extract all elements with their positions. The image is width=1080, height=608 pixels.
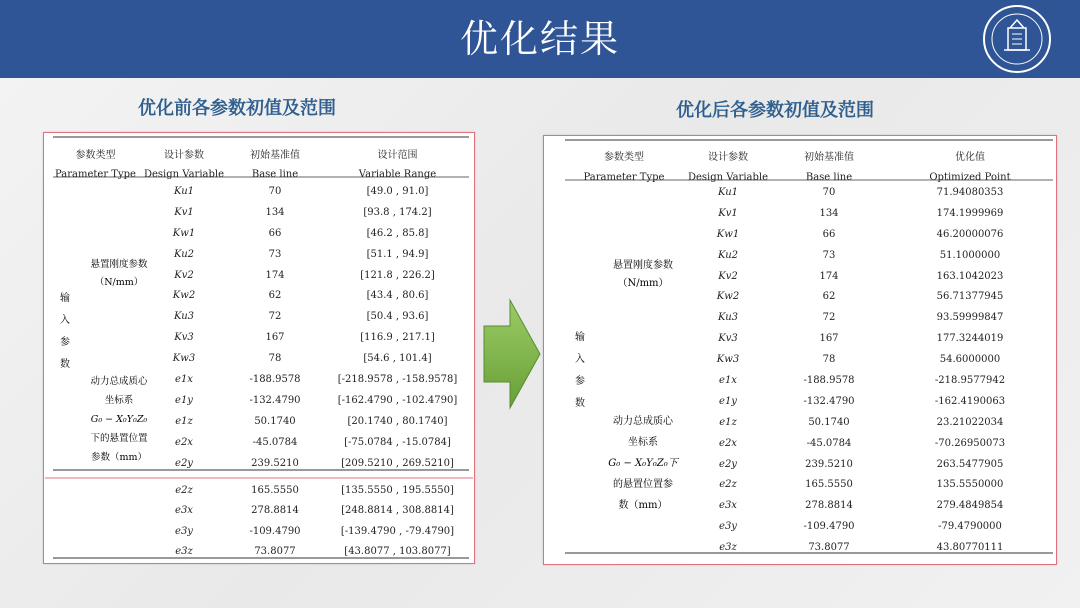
right-group-stiffness: 悬置刚度参数 （N/mm） — [613, 260, 673, 289]
value-cell: 43.80770111 — [936, 542, 1004, 554]
design-variable-cell: e1x — [175, 373, 193, 385]
table-row — [143, 348, 470, 369]
design-variable-cell: Kw3 — [716, 354, 740, 366]
design-variable-cell: e2y — [719, 458, 737, 470]
header-cn: 设计范围 — [377, 149, 418, 161]
left-data-table-2 — [143, 480, 470, 562]
table-row — [683, 370, 1055, 391]
baseline-cell: 78 — [822, 354, 836, 366]
design-variable-cell: Kv2 — [718, 270, 738, 282]
baseline-cell: 73.8077 — [254, 546, 296, 558]
value-cell: -70.26950073 — [934, 437, 1006, 449]
right-arrow-icon — [482, 298, 542, 410]
design-variable-cell: e3z — [175, 546, 193, 558]
header-cn: 初始基准值 — [250, 149, 300, 161]
value-cell: -162.4190063 — [934, 395, 1006, 407]
right-group-position: 动力总成质心 坐标系 G₀ − X₀Y₀Z₀下 的悬置位置参 数（mm） — [608, 416, 678, 511]
baseline-cell: -109.4790 — [803, 521, 855, 533]
table-row — [683, 495, 1055, 516]
baseline-cell: 167 — [265, 332, 285, 344]
baseline-cell: 167 — [819, 333, 839, 345]
design-variable-cell: Ku2 — [173, 248, 195, 260]
design-variable-cell: e1x — [719, 374, 737, 386]
left-vertical-label: 输 入 参 数 — [60, 293, 70, 370]
baseline-cell: 72 — [268, 311, 282, 323]
table-row — [143, 223, 470, 244]
value-cell: [121.8 , 226.2] — [360, 269, 435, 281]
table-row — [143, 369, 470, 390]
value-cell: [-162.4790 , -102.4790] — [337, 394, 458, 406]
design-variable-cell: e1z — [719, 416, 737, 428]
value-cell: 263.5477905 — [936, 458, 1004, 470]
value-cell: 177.3244019 — [936, 333, 1004, 345]
left-group-stiffness: 悬置刚度参数 （N/mm） — [90, 259, 148, 288]
value-cell: [-218.9578 , -158.9578] — [337, 373, 458, 385]
value-cell: [248.8814 , 308.8814] — [341, 505, 454, 517]
left-subtitle: 优化前各参数初值及范围 — [138, 98, 336, 119]
value-cell: [46.2 , 85.8] — [366, 227, 429, 239]
baseline-cell: 50.1740 — [808, 416, 850, 428]
right-data-table — [683, 182, 1055, 558]
design-variable-cell: e1y — [175, 394, 193, 406]
header-en: Design Variable — [687, 171, 768, 183]
design-variable-cell: e1y — [719, 395, 737, 407]
table-row — [683, 412, 1055, 433]
baseline-cell: 239.5210 — [251, 457, 299, 469]
table-row — [683, 245, 1055, 266]
design-variable-cell: Kw2 — [172, 290, 196, 302]
value-cell: 163.1042023 — [936, 270, 1004, 282]
value-cell: 71.94080353 — [936, 186, 1004, 198]
baseline-cell: 62 — [822, 291, 836, 303]
design-variable-cell: Ku1 — [173, 185, 195, 197]
value-cell: [54.6 , 101.4] — [363, 353, 432, 365]
table-row — [683, 516, 1055, 537]
baseline-cell: 134 — [819, 207, 839, 219]
design-variable-cell: Kw1 — [716, 228, 740, 240]
value-cell: [116.9 , 217.1] — [360, 332, 435, 344]
value-cell: 54.6000000 — [939, 354, 1001, 366]
design-variable-cell: e1z — [175, 415, 193, 427]
table-row — [683, 182, 1055, 203]
design-variable-cell: Kv3 — [174, 332, 194, 344]
baseline-cell: 134 — [265, 206, 285, 218]
baseline-cell: 78 — [268, 353, 282, 365]
value-cell: -79.4790000 — [938, 521, 1002, 533]
header-en: Design Variable — [143, 168, 224, 180]
design-variable-cell: e2x — [719, 437, 737, 449]
table-row — [683, 266, 1055, 287]
design-variable-cell: e2z — [719, 479, 737, 491]
design-variable-cell: Kw3 — [172, 353, 196, 365]
table-row — [143, 521, 470, 542]
header-en: Base line — [251, 168, 299, 180]
design-variable-cell: Kv1 — [174, 206, 194, 218]
table-row — [683, 454, 1055, 475]
table-row — [143, 265, 470, 286]
left-data-table — [143, 181, 470, 473]
value-cell: [50.4 , 93.6] — [366, 311, 429, 323]
table-row — [143, 202, 470, 223]
design-variable-cell: Kv3 — [718, 333, 738, 345]
baseline-cell: 278.8814 — [805, 500, 853, 512]
design-variable-cell: e3x — [175, 505, 193, 517]
baseline-cell: 66 — [268, 227, 282, 239]
right-vertical-label: 输 入 参 数 — [575, 332, 585, 409]
design-variable-cell: Ku1 — [717, 186, 739, 198]
header-en: Optimized Point — [929, 171, 1011, 183]
baseline-cell: 73.8077 — [808, 542, 850, 554]
table-row — [143, 432, 470, 453]
header-cn: 优化值 — [955, 151, 985, 163]
right-header-table — [565, 143, 1055, 187]
table-row — [143, 306, 470, 327]
table-row — [683, 433, 1055, 454]
baseline-cell: 239.5210 — [805, 458, 853, 470]
design-variable-cell: e2x — [175, 436, 193, 448]
value-cell: [209.5210 , 269.5210] — [341, 457, 454, 469]
table-row — [683, 307, 1055, 328]
university-logo-icon — [982, 4, 1052, 74]
table-row — [683, 391, 1055, 412]
table-row — [683, 537, 1055, 558]
table-row — [683, 286, 1055, 307]
value-cell: 93.59999847 — [936, 312, 1004, 324]
baseline-cell: 174 — [819, 270, 839, 282]
header-cn: 参数类型 — [75, 149, 116, 161]
baseline-cell: -109.4790 — [249, 525, 301, 537]
table-row — [143, 244, 470, 265]
design-variable-cell: Kw1 — [172, 227, 196, 239]
design-variable-cell: Ku3 — [173, 311, 195, 323]
value-cell: [49.0 , 91.0] — [366, 185, 429, 197]
table-row — [143, 390, 470, 411]
baseline-cell: 165.5550 — [251, 484, 299, 496]
value-cell: -218.9577942 — [934, 374, 1006, 386]
table-row — [143, 480, 470, 501]
design-variable-cell: e2z — [175, 484, 193, 496]
right-subtitle: 优化后各参数初值及范围 — [676, 100, 874, 121]
baseline-cell: 278.8814 — [251, 505, 299, 517]
design-variable-cell: e3x — [719, 500, 737, 512]
page-title: 优化结果 — [459, 17, 620, 61]
baseline-cell: -188.9578 — [249, 373, 301, 385]
value-cell: [135.5550 , 195.5550] — [341, 484, 454, 496]
table-row — [143, 285, 470, 306]
baseline-cell: -132.4790 — [803, 395, 855, 407]
header-en: Variable Range — [358, 168, 437, 180]
header-cn: 初始基准值 — [804, 151, 854, 163]
design-variable-cell: e3y — [719, 521, 737, 533]
value-cell: [43.4 , 80.6] — [366, 290, 429, 302]
table-row — [143, 501, 470, 522]
table-row — [143, 411, 470, 432]
value-cell: [-75.0784 , -15.0784] — [344, 436, 451, 448]
table-row — [143, 453, 470, 474]
design-variable-cell: Ku2 — [717, 249, 739, 261]
baseline-cell: -45.0784 — [252, 436, 298, 448]
value-cell: [51.1 , 94.9] — [366, 248, 429, 260]
table-row — [143, 327, 470, 348]
table-row — [683, 224, 1055, 245]
baseline-cell: -132.4790 — [249, 394, 301, 406]
left-group-position: 动力总成质心 坐标系 G₀ − X₀Y₀Z₀ 下的悬置位置 参数（mm） — [90, 376, 148, 463]
header-en: Base line — [805, 171, 853, 183]
baseline-cell: 50.1740 — [254, 415, 296, 427]
left-header-table — [48, 142, 470, 184]
baseline-cell: 174 — [265, 269, 285, 281]
baseline-cell: 73 — [822, 249, 836, 261]
value-cell: 174.1999969 — [936, 207, 1004, 219]
header-en: Parameter Type — [583, 171, 665, 183]
value-cell: [-139.4790 , -79.4790] — [340, 525, 455, 537]
value-cell: 23.21022034 — [936, 416, 1004, 428]
baseline-cell: 70 — [268, 185, 282, 197]
baseline-cell: -45.0784 — [806, 437, 852, 449]
design-variable-cell: Ku3 — [717, 312, 739, 324]
value-cell: 46.20000076 — [936, 228, 1004, 240]
value-cell: 279.4849854 — [936, 500, 1004, 512]
table-row — [683, 203, 1055, 224]
value-cell: 56.71377945 — [936, 291, 1004, 303]
design-variable-cell: e3y — [175, 525, 193, 537]
design-variable-cell: e2y — [175, 457, 193, 469]
design-variable-cell: Kw2 — [716, 291, 740, 303]
value-cell: [20.1740 , 80.1740] — [347, 415, 448, 427]
header-cn: 设计参数 — [164, 149, 204, 161]
design-variable-cell: Kv2 — [174, 269, 194, 281]
design-variable-cell: e3z — [719, 542, 737, 554]
baseline-cell: 66 — [822, 228, 836, 240]
value-cell: 135.5550000 — [936, 479, 1004, 491]
table-row — [143, 542, 470, 563]
value-cell: 51.1000000 — [939, 249, 1001, 261]
table-row — [683, 349, 1055, 370]
header-en: Parameter Type — [55, 168, 136, 180]
baseline-cell: 165.5550 — [805, 479, 853, 491]
baseline-cell: 62 — [268, 290, 282, 302]
value-cell: [93.8 , 174.2] — [363, 206, 432, 218]
table-row — [683, 328, 1055, 349]
baseline-cell: -188.9578 — [803, 374, 855, 386]
header-cn: 参数类型 — [604, 151, 644, 163]
baseline-cell: 70 — [822, 186, 836, 198]
baseline-cell: 73 — [268, 248, 282, 260]
table-row — [143, 181, 470, 202]
header-cn: 设计参数 — [708, 151, 748, 163]
table-row — [683, 474, 1055, 495]
design-variable-cell: Kv1 — [718, 207, 738, 219]
baseline-cell: 72 — [822, 312, 836, 324]
value-cell: [43.8077 , 103.8077] — [344, 546, 451, 558]
